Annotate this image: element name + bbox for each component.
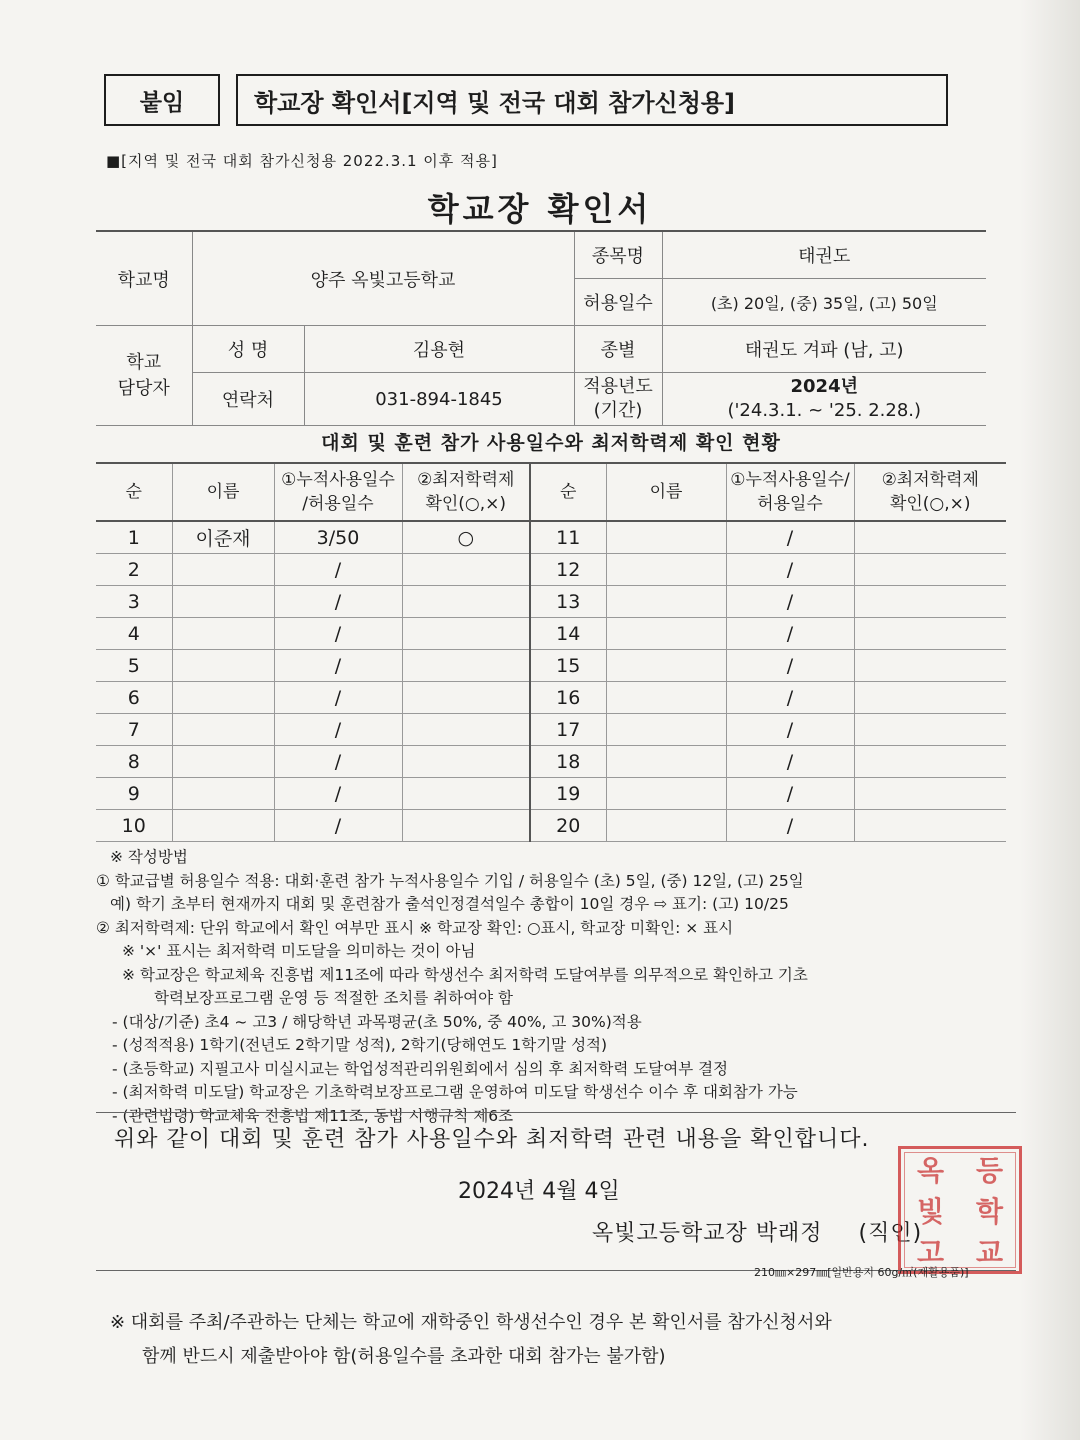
seal-char: 교 <box>975 1235 1004 1269</box>
roster-body <box>96 521 1006 842</box>
seal-char: 학 <box>975 1194 1004 1228</box>
table-row <box>96 586 1006 618</box>
row-check-left <box>402 682 530 714</box>
row-days-right: / <box>726 650 854 682</box>
allowed-days-label: 허용일수 <box>574 279 662 326</box>
row-check-left <box>402 714 530 746</box>
row-name-right <box>606 714 726 746</box>
row-check-right <box>854 521 1006 554</box>
row-name-right <box>606 618 726 650</box>
row-check-left: ○ <box>402 521 530 554</box>
instruction-line: ※ '×' 표시는 최저학력 미도달을 의미하는 것이 아님 <box>122 942 476 960</box>
row-days-left: / <box>274 586 402 618</box>
form-title: 학교장 확인서[지역 및 전국 대회 참가신청용] <box>236 74 948 126</box>
table-row <box>96 618 1006 650</box>
row-no-left: 6 <box>96 682 172 714</box>
header-name-right: 이름 <box>606 463 726 521</box>
seal-char: 옥 <box>916 1154 945 1188</box>
row-name-left <box>172 618 274 650</box>
row-check-left <box>402 778 530 810</box>
row-days-right: / <box>726 682 854 714</box>
row-days-left: / <box>274 778 402 810</box>
row-days-right: / <box>726 714 854 746</box>
row-check-left <box>402 746 530 778</box>
row-days-right: / <box>726 778 854 810</box>
year-value-cell <box>662 373 986 426</box>
row-check-right <box>854 746 1006 778</box>
table-row <box>96 746 1006 778</box>
row-no-left: 7 <box>96 714 172 746</box>
row-no-left: 9 <box>96 778 172 810</box>
applicability-note: ■[지역 및 전국 대회 참가신청용 2022.3.1 이후 적용] <box>106 152 498 170</box>
row-name-left <box>172 746 274 778</box>
principal-name: 옥빛고등학교장 박래정 <box>592 1221 823 1246</box>
divider-line <box>96 1112 1016 1113</box>
info-table <box>96 230 986 426</box>
year-value: 2024년 <box>790 376 858 397</box>
row-check-left <box>402 810 530 842</box>
table-row <box>96 682 1006 714</box>
row-check-right <box>854 810 1006 842</box>
instruction-line: - (초등학교) 지필고사 미실시교는 학업성적관리위원회에서 심의 후 최저학력 도달여부 결정 <box>112 1059 729 1078</box>
row-no-left: 5 <box>96 650 172 682</box>
row-check-right <box>854 650 1006 682</box>
seal-char: 빛 <box>916 1194 945 1228</box>
roster-section-title: 대회 및 훈련 참가 사용일수와 최저학력제 확인 현황 <box>321 432 781 454</box>
writing-instructions <box>96 846 1016 1128</box>
row-days-left: / <box>274 746 402 778</box>
header-check-right-line2: 확인(○,×) <box>889 494 971 514</box>
row-check-right <box>854 682 1006 714</box>
header-days-left-line1: ①누적사용일수 <box>281 470 395 490</box>
header-name-left: 이름 <box>172 463 274 521</box>
row-name-right <box>606 746 726 778</box>
row-name-right <box>606 650 726 682</box>
row-no-right: 16 <box>530 682 606 714</box>
seal-note: (직인) <box>858 1221 923 1246</box>
row-name-right <box>606 554 726 586</box>
row-no-right: 18 <box>530 746 606 778</box>
table-row <box>96 778 1006 810</box>
row-no-right: 15 <box>530 650 606 682</box>
row-check-right <box>854 778 1006 810</box>
row-no-right: 19 <box>530 778 606 810</box>
year-label <box>574 373 662 426</box>
attachment-label: 붙임 <box>104 74 220 126</box>
header-check-left <box>402 463 530 521</box>
instruction-line: 예) 학기 초부터 현재까지 대회 및 훈련참가 출석인정결석일수 총합이 10일 경우 ⇨ 표기: (고) 10/25 <box>110 895 789 913</box>
row-check-right <box>854 618 1006 650</box>
header-days-right <box>726 463 854 521</box>
row-name-right <box>606 810 726 842</box>
table-row <box>96 521 1006 554</box>
row-name-left: 이준재 <box>172 521 274 554</box>
instruction-line: ① 학교급별 허용일수 적용: 대회·훈련 참가 누적사용일수 기입 / 허용일수 (초) 5일, (중) 12일, (고) 25일 <box>96 871 804 890</box>
allowed-days-value: (초) 20일, (중) 35일, (고) 50일 <box>662 279 986 326</box>
name-label: 성 명 <box>192 326 304 373</box>
instruction-heading: ※ 작성방법 <box>110 848 188 866</box>
row-no-left: 2 <box>96 554 172 586</box>
paper-spec: 210㎜×297㎜[일반용지 60g/㎡(재활용품)] <box>754 1266 969 1279</box>
confirmation-date: 2024년 4월 4일 <box>458 1179 620 1204</box>
row-no-left: 1 <box>96 521 172 554</box>
row-days-right: / <box>726 521 854 554</box>
instruction-line: ② 최저학력제: 단위 학교에서 확인 여부만 표시 ※ 학교장 확인: ○표시, 학교장 미확인: × 표시 <box>96 918 734 937</box>
roster-table <box>96 462 1006 842</box>
row-no-left: 4 <box>96 618 172 650</box>
row-days-right: / <box>726 618 854 650</box>
header-check-left-line1: ②최저학력제 <box>417 470 515 490</box>
header-check-right-line1: ②최저학력제 <box>881 470 979 490</box>
seal-char: 등 <box>975 1154 1004 1188</box>
header-no-right: 순 <box>530 463 606 521</box>
row-days-left: / <box>274 810 402 842</box>
document-title: 학교장 확인서 <box>427 190 653 228</box>
category-value: 태권도 겨파 (남, 고) <box>662 326 986 373</box>
row-name-left <box>172 682 274 714</box>
row-days-left: 3/50 <box>274 521 402 554</box>
row-days-left: / <box>274 554 402 586</box>
row-days-right: / <box>726 554 854 586</box>
year-label-line1: 적용년도 <box>583 376 653 397</box>
row-no-right: 13 <box>530 586 606 618</box>
row-days-right: / <box>726 586 854 618</box>
contact-value: 031-894-1845 <box>304 373 574 426</box>
footnote <box>110 1306 1010 1374</box>
period-value: ('24.3.1. ~ '25. 2.28.) <box>727 400 922 421</box>
contact-label: 연락처 <box>192 373 304 426</box>
header-days-right-line2: 허용일수 <box>757 494 823 514</box>
row-no-right: 17 <box>530 714 606 746</box>
footnote-line1: ※ 대회를 주최/주관하는 단체는 학교에 재학중인 학생선수인 경우 본 확인서를 참가신청서와 <box>110 1312 832 1333</box>
row-check-right <box>854 586 1006 618</box>
staff-name: 김용현 <box>304 326 574 373</box>
instruction-line: - (최저학력 미도달) 학교장은 기초학력보장프로그램 운영하여 미도달 학생선수 이수 후 대회참가 가능 <box>112 1083 798 1101</box>
confirmation-statement: 위와 같이 대회 및 훈련 참가 사용일수와 최저학력 관련 내용을 확인합니다. <box>114 1127 870 1152</box>
year-label-line2: (기간) <box>593 400 643 421</box>
row-no-left: 10 <box>96 810 172 842</box>
row-name-left <box>172 650 274 682</box>
header-check-left-line2: 확인(○,×) <box>425 494 507 514</box>
header-no-left: 순 <box>96 463 172 521</box>
school-name-label: 학교명 <box>96 231 192 326</box>
instruction-line: - (관련법령) 학교체육 진흥법 제11조, 동법 시행규칙 제6조 <box>112 1106 514 1125</box>
staff-label-line2: 담당자 <box>117 377 170 399</box>
staff-label <box>96 326 192 426</box>
header-check-right <box>854 463 1006 521</box>
row-no-left: 8 <box>96 746 172 778</box>
row-check-left <box>402 650 530 682</box>
event-value: 태권도 <box>662 231 986 279</box>
row-name-left <box>172 810 274 842</box>
row-check-right <box>854 714 1006 746</box>
table-row <box>96 714 1006 746</box>
event-label: 종목명 <box>574 231 662 279</box>
staff-label-line1: 학교 <box>126 351 162 373</box>
row-name-right <box>606 521 726 554</box>
header-days-left <box>274 463 402 521</box>
row-name-left <box>172 554 274 586</box>
seal-char: 고 <box>916 1235 945 1269</box>
school-name: 양주 옥빛고등학교 <box>192 231 574 326</box>
row-check-right <box>854 554 1006 586</box>
row-no-right: 11 <box>530 521 606 554</box>
table-row <box>96 554 1006 586</box>
row-name-right <box>606 586 726 618</box>
row-check-left <box>402 618 530 650</box>
row-no-left: 3 <box>96 586 172 618</box>
category-label: 종별 <box>574 326 662 373</box>
header-days-right-line1: ①누적사용일수/ <box>730 470 850 490</box>
row-no-right: 14 <box>530 618 606 650</box>
instruction-line: - (성적적용) 1학기(전년도 2학기말 성적), 2학기(당해연도 1학기말 성적) <box>112 1036 608 1054</box>
row-name-right <box>606 682 726 714</box>
row-days-right: / <box>726 746 854 778</box>
row-name-left <box>172 778 274 810</box>
row-check-left <box>402 554 530 586</box>
row-check-left <box>402 586 530 618</box>
footnote-line2: 함께 반드시 제출받아야 함(허용일수를 초과한 대회 참가는 불가함) <box>142 1346 666 1367</box>
roster-header-row <box>96 463 1006 521</box>
instruction-line: 학력보장프로그램 운영 등 적절한 조치를 취하여야 함 <box>154 989 513 1007</box>
official-seal-stamp <box>898 1146 1022 1274</box>
row-days-left: / <box>274 650 402 682</box>
row-name-left <box>172 714 274 746</box>
row-no-right: 20 <box>530 810 606 842</box>
principal-signature <box>592 1216 922 1247</box>
row-name-left <box>172 586 274 618</box>
row-days-left: / <box>274 714 402 746</box>
table-row <box>96 650 1006 682</box>
row-name-right <box>606 778 726 810</box>
row-days-left: / <box>274 682 402 714</box>
header-days-left-line2: /허용일수 <box>302 494 374 514</box>
instruction-line: - (대상/기준) 초4 ~ 고3 / 해당학년 과목평균(초 50%, 중 40%, 고 30%)적용 <box>112 1012 642 1031</box>
instruction-line: ※ 학교장은 학교체육 진흥법 제11조에 따라 학생선수 최저학력 도달여부를 의무적으로 확인하고 기초 <box>122 965 808 984</box>
table-row <box>96 810 1006 842</box>
row-days-right: / <box>726 810 854 842</box>
row-days-left: / <box>274 618 402 650</box>
row-no-right: 12 <box>530 554 606 586</box>
